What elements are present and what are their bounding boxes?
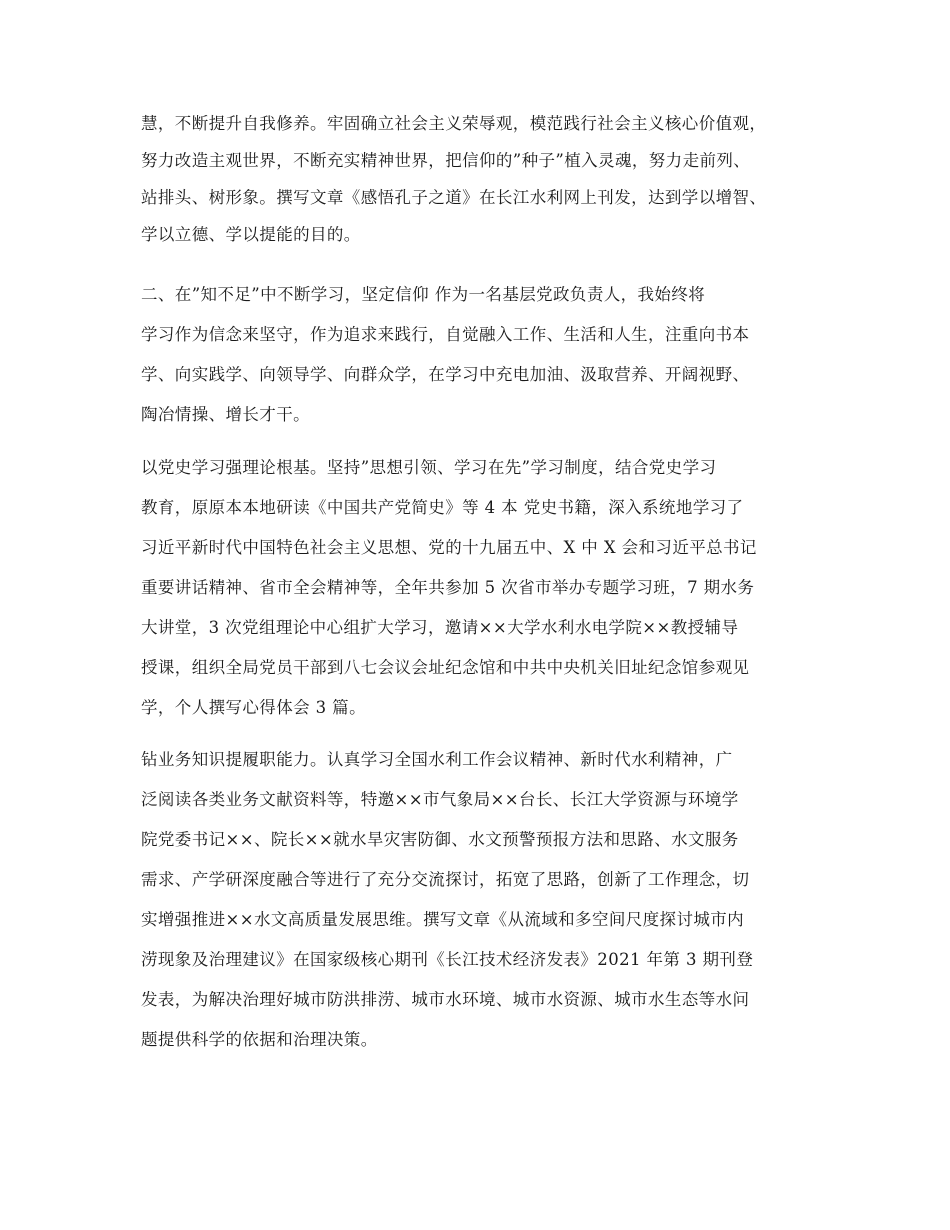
paragraph-line: 学习作为信念来坚守，作为追求来践行，自觉融入工作、生活和人生，注重向书本 — [141, 325, 750, 344]
paragraph-line: 站排头、树形象。撰写文章《感悟孔子之道》在长江水利网上刊发，达到学以增智、 — [141, 188, 767, 207]
paragraph-line: 大讲堂，3 次党组理论中心组扩大学习，邀请××大学水利水电学院××教授辅导 — [141, 618, 739, 637]
paragraph-line: 教育，原原本本地研读《中国共产党简史》等 4 本 党史书籍，深入系统地学习了 — [141, 498, 744, 517]
paragraph-line: 泛阅读各类业务文献资料等，特邀××市气象局××台长、长江大学资源与环境学 — [141, 790, 739, 809]
paragraph-line: 努力改造主观世界，不断充实精神世界，把信仰的”种子”植入灵魂，努力走前列、 — [141, 151, 751, 170]
paragraph-line: 授课，组织全局党员干部到八七会议会址纪念馆和中共中央机关旧址纪念馆参观见 — [141, 658, 750, 677]
paragraph-line: 钻业务知识提履职能力。认真学习全国水利工作会议精神、新时代水利精神，广 — [141, 750, 733, 769]
paragraph-line: 慧，不断提升自我修养。牢固确立社会主义荣辱观，模范践行社会主义核心价值观， — [141, 114, 767, 133]
paragraph-line: 以党史学习强理论根基。坚持”思想引领、学习在先”学习制度，结合党史学习 — [141, 458, 717, 477]
paragraph-line: 习近平新时代中国特色社会主义思想、党的十九届五中、X 中 X 会和习近平总书记 — [141, 538, 757, 557]
paragraph-line: 学、向实践学、向领导学、向群众学，在学习中充电加油、汲取营养、开阔视野、 — [141, 365, 750, 384]
paragraph-line: 需求、产学研深度融合等进行了充分交流探讨，拓宽了思路，创新了工作理念，切 — [141, 870, 750, 889]
paragraph-line: 院党委书记××、院长××就水旱灾害防御、水文预警预报方法和思路、水文服务 — [141, 830, 739, 849]
paragraph-line: 学以立德、学以提能的目的。 — [141, 225, 361, 244]
paragraph-line: 题提供科学的依据和治理决策。 — [141, 1030, 378, 1049]
section-heading-line: 二、在”知不足”中不断学习，坚定信仰 作为一名基层党政负责人，我始终将 — [141, 285, 706, 304]
paragraph-line: 涝现象及治理建议》在国家级核心期刊《长江技术经济发表》2021 年第 3 期刊登 — [141, 950, 754, 969]
paragraph-line: 陶冶情操、增长才干。 — [141, 405, 310, 424]
paragraph-line: 发表，为解决治理好城市防洪排涝、城市水环境、城市水资源、城市水生态等水问 — [141, 990, 750, 1009]
paragraph-line: 重要讲话精神、省市全会精神等，全年共参加 5 次省市举办专题学习班，7 期水务 — [141, 578, 755, 597]
paragraph-line: 学，个人撰写心得体会 3 篇。 — [141, 698, 366, 717]
paragraph-line: 实增强推进××水文高质量发展思维。撰写文章《从流域和多空间尺度探讨城市内 — [141, 910, 745, 929]
